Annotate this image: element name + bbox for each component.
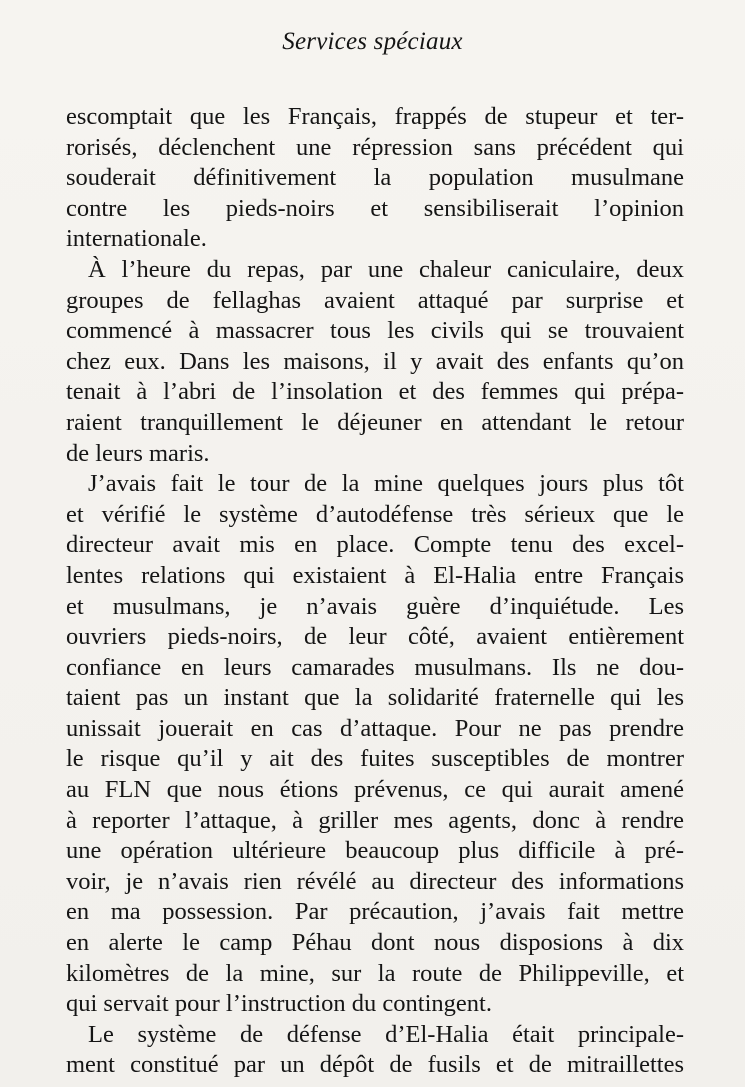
text-line: ment constitué par un dépôt de fusils et de mitraillettes [66, 1051, 684, 1079]
text-line: raient tranquillement le déjeuner en attendant le retour [66, 408, 684, 436]
text-line: contre les pieds-noirs et sensibiliserait l’opinion [66, 194, 684, 222]
text-line: et vérifié le système d’autodéfense très sérieux que le [66, 500, 684, 528]
text-line: commencé à massacrer tous les civils qui se trouvaient [66, 317, 684, 345]
text-line: unissait jouerait en cas d’attaque. Pour ne pas prendre [66, 714, 684, 742]
body-text [66, 102, 684, 1081]
text-line: de leurs maris. [66, 439, 210, 467]
text-line: À l’heure du repas, par une chaleur caniculaire, deux [88, 255, 684, 283]
text-line: souderait définitivement la population musulmane [66, 164, 684, 192]
text-line: kilomètres de la mine, sur la route de Philippeville, et [66, 959, 684, 987]
text-line: au FLN que nous étions prévenus, ce qui aurait amené [66, 776, 684, 804]
text-line: en ma possession. Par précaution, j’avais fait mettre [66, 898, 684, 926]
text-line: rorisés, déclenchent une répression sans précédent qui [66, 133, 684, 161]
running-head: Services spéciaux [282, 28, 463, 55]
text-line: le risque qu’il y ait des fuites susceptibles de montrer [66, 745, 684, 773]
text-line: tenait à l’abri de l’insolation et des femmes qui prépa- [66, 378, 684, 406]
text-line: une opération ultérieure beaucoup plus difficile à pré- [66, 837, 684, 865]
text-line: J’avais fait le tour de la mine quelques jours plus tôt [88, 470, 684, 498]
text-line: lentes relations qui existaient à El-Halia entre Français [66, 561, 684, 589]
text-line: directeur avait mis en place. Compte tenu des excel- [66, 531, 684, 559]
text-line: à reporter l’attaque, à griller mes agents, donc à rendre [66, 806, 684, 834]
text-line: escomptait que les Français, frappés de stupeur et ter- [66, 103, 684, 130]
text-line: confiance en leurs camarades musulmans. Ils ne dou- [66, 653, 684, 681]
text-line: ouvriers pieds-noirs, de leur côté, avaient entièrement [66, 623, 684, 651]
text-line: groupes de fellaghas avaient attaqué par surprise et [66, 286, 684, 314]
text-line: voir, je n’avais rien révélé au directeur des informations [66, 867, 684, 895]
text-line: et musulmans, je n’avais guère d’inquiétude. Les [66, 592, 684, 620]
text-line: internationale. [66, 225, 207, 253]
text-line: qui servait pour l’instruction du contingent. [66, 990, 492, 1018]
text-line: Le système de défense d’El-Halia était principale- [88, 1020, 684, 1048]
text-line: chez eux. Dans les maisons, il y avait des enfants qu’on [66, 347, 684, 375]
text-line: en alerte le camp Péhau dont nous disposions à dix [66, 929, 684, 957]
text-line: taient pas un instant que la solidarité fraternelle qui les [66, 684, 684, 712]
